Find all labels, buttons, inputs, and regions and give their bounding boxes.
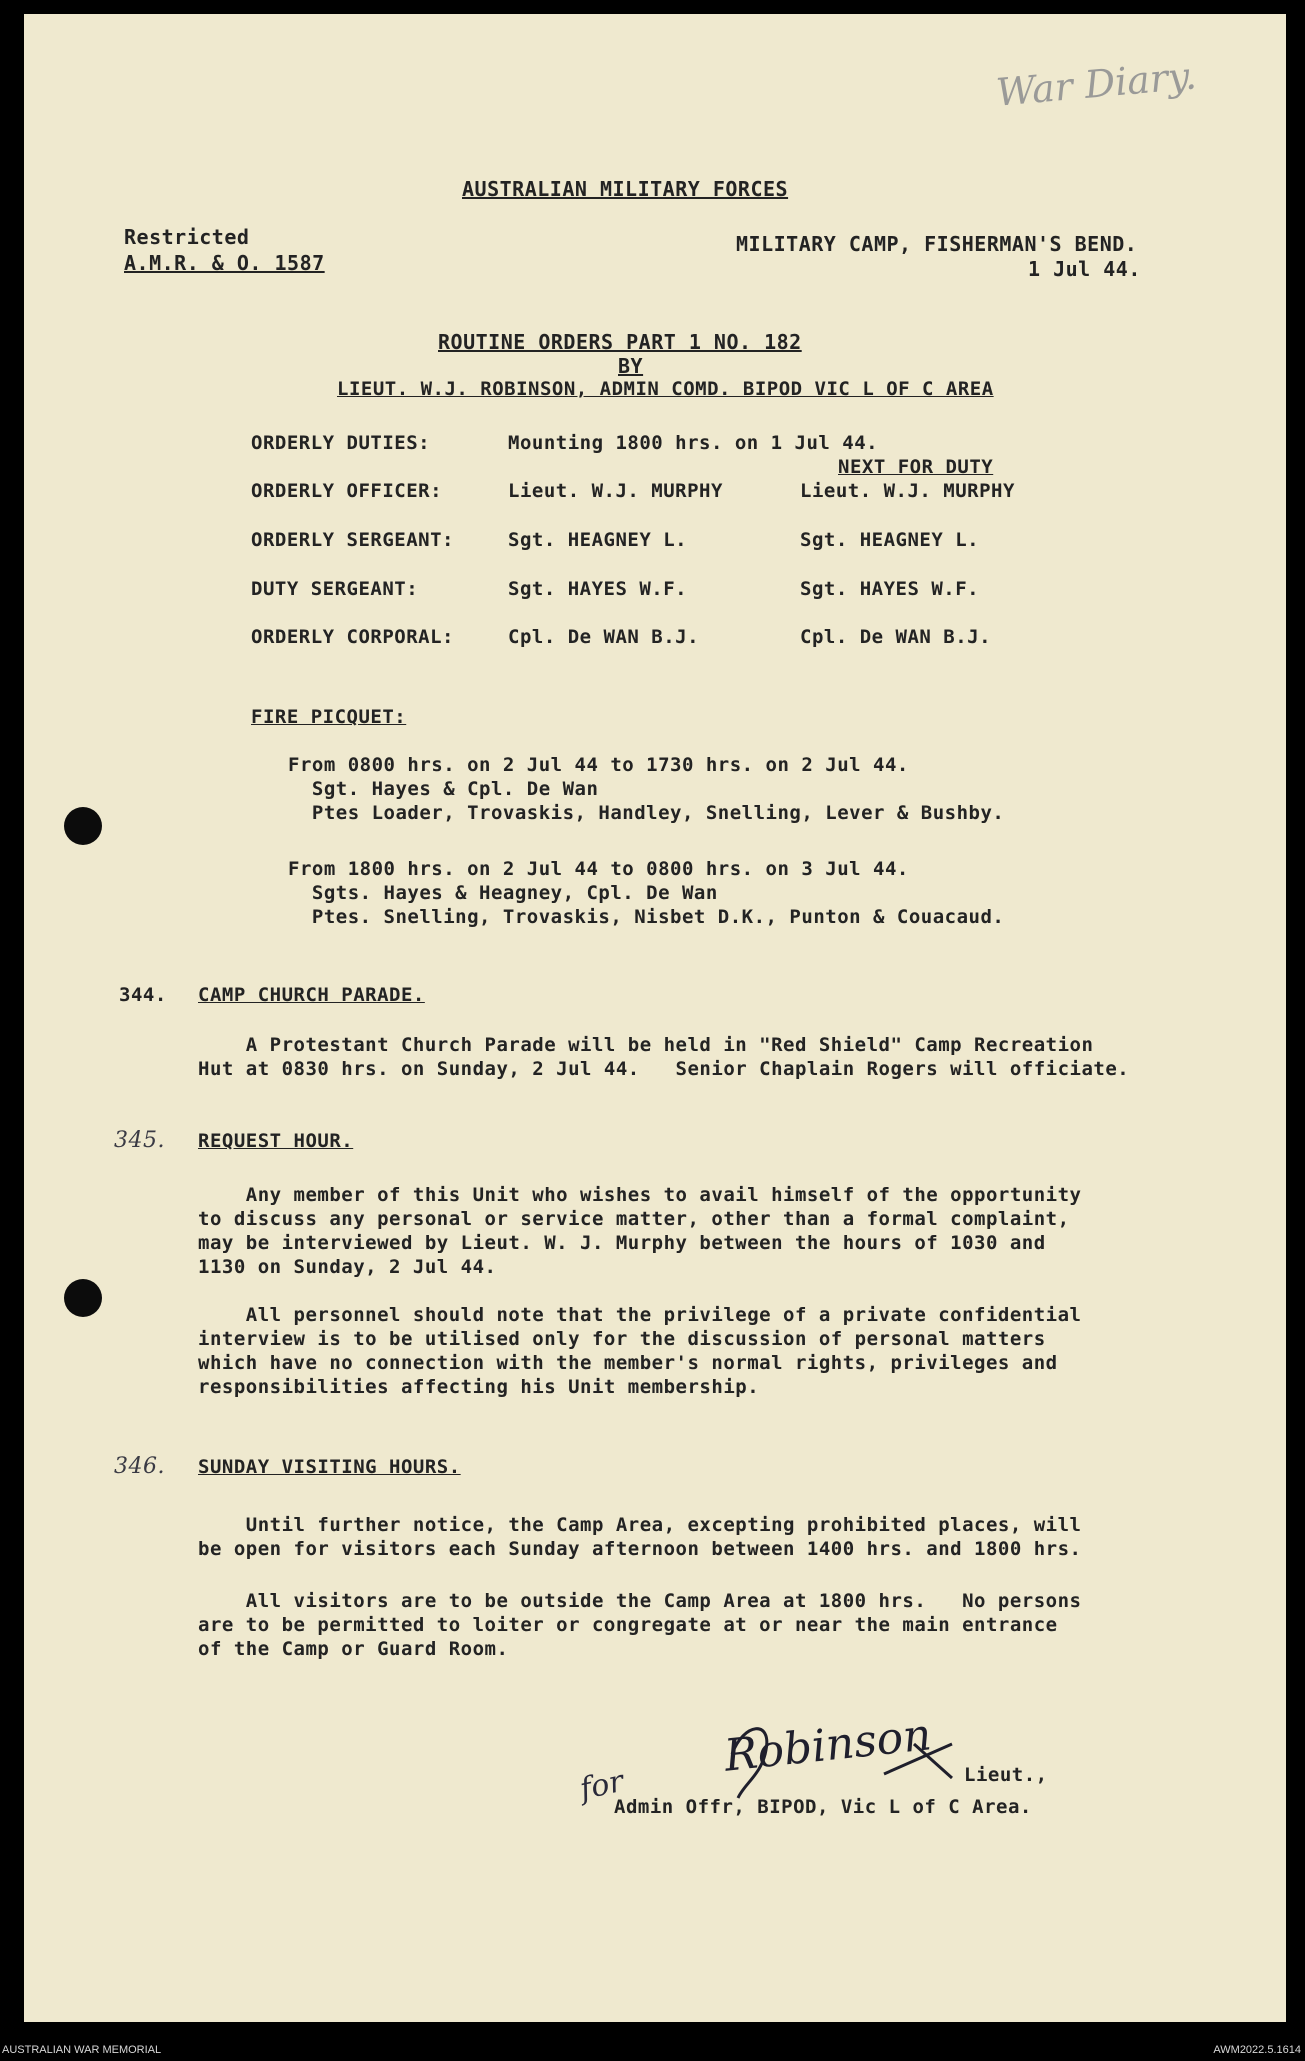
paragraph-line: interview is to be utilised only for the discussion of personal matters [198,1328,1046,1350]
footer-right: AWM2022.5.1614 [1213,2044,1301,2056]
paragraph-line: Any member of this Unit who wishes to avail himself of the opportunity [198,1184,1082,1206]
duty-role: ORDERLY CORPORAL: [251,626,454,648]
paragraph-line: may be interviewed by Lieut. W. J. Murphy between the hours of 1030 and [198,1232,1046,1254]
paragraph-line: All visitors are to be outside the Camp Area at 1800 hrs. No persons [198,1590,1082,1612]
section-heading: SUNDAY VISITING HOURS. [198,1456,461,1478]
fire-picquet-heading: FIRE PICQUET: [251,706,407,728]
paragraph-line: All personnel should note that the privilege of a private confidential [198,1304,1082,1326]
duty-next: Cpl. De WAN B.J. [800,626,992,648]
paragraph-line: be open for visitors each Sunday afternoon between 1400 hrs. and 1800 hrs. [198,1538,1082,1560]
duty-next: Lieut. W.J. MURPHY [800,480,1015,502]
duty-role: ORDERLY OFFICER: [251,480,443,502]
reference: A.M.R. & O. 1587 [124,251,325,275]
paragraph-line: Until further notice, the Camp Area, excepting prohibited places, will [198,1514,1082,1536]
paragraph-line: are to be permitted to loiter or congregate at or near the main entrance [198,1614,1058,1636]
fire-picquet-line: From 0800 hrs. on 2 Jul 44 to 1730 hrs. on 2 Jul 44. [288,754,909,776]
paragraph-line: Hut at 0830 hrs. on Sunday, 2 Jul 44. Senior Chaplain Rogers will officiate. [198,1058,1130,1080]
signature-title: Admin Offr, BIPOD, Vic L of C Area. [614,1796,1032,1818]
signature-flourish [714,1714,974,1804]
paragraph-line: 1130 on Sunday, 2 Jul 44. [198,1256,497,1278]
section-number: 346. [114,1454,165,1479]
duty-role: ORDERLY SERGEANT: [251,529,454,551]
fire-picquet-line: Ptes. Snelling, Trovaskis, Nisbet D.K., Punton & Couacaud. [288,906,1005,928]
paragraph-line: responsibilities affecting his Unit membership. [198,1376,760,1398]
duty-current: Cpl. De WAN B.J. [508,626,700,648]
war-diary-annotation: War Diary. [994,53,1199,115]
punch-hole-bottom [64,1279,102,1317]
orders-issuer: LIEUT. W.J. ROBINSON, ADMIN COMD. BIPOD VIC L OF C AREA [337,378,994,400]
orderly-duties-value: Mounting 1800 hrs. on 1 Jul 44. [508,432,879,454]
orders-title: ROUTINE ORDERS PART 1 NO. 182 [438,330,802,354]
date: 1 Jul 44. [1028,257,1141,281]
paragraph-line: to discuss any personal or service matter, other than a formal complaint, [198,1208,1070,1230]
fire-picquet-line: Sgt. Hayes & Cpl. De Wan [288,778,599,800]
section-number: 345. [114,1128,165,1153]
footer-left: AUSTRALIAN WAR MEMORIAL [2,2044,162,2056]
document-page [24,14,1286,2022]
duty-current: Lieut. W.J. MURPHY [508,480,723,502]
document-title: AUSTRALIAN MILITARY FORCES [462,177,789,201]
section-heading: CAMP CHURCH PARADE. [198,984,425,1006]
paragraph-line: A Protestant Church Parade will be held in "Red Shield" Camp Recreation [198,1034,1094,1056]
duty-next: Sgt. HAYES W.F. [800,578,980,600]
duty-current: Sgt. HEAGNEY L. [508,529,688,551]
orderly-duties-label: ORDERLY DUTIES: [251,432,431,454]
fire-picquet-line: Sgts. Hayes & Heagney, Cpl. De Wan [288,882,718,904]
signature-rank: Lieut., [964,1764,1048,1786]
punch-hole-top [64,807,102,845]
next-for-duty-heading: NEXT FOR DUTY [838,456,994,478]
signature: Robinson [721,1709,934,1782]
classification: Restricted [124,225,250,249]
duty-next: Sgt. HEAGNEY L. [800,529,980,551]
section-number: 344. [119,984,167,1006]
fire-picquet-line: Ptes Loader, Trovaskis, Handley, Snelling, Lever & Bushby. [288,802,1005,824]
paragraph-line: of the Camp or Guard Room. [198,1638,509,1660]
signature-for: for [576,1763,627,1808]
duty-role: DUTY SERGEANT: [251,578,419,600]
section-heading: REQUEST HOUR. [198,1130,354,1152]
fire-picquet-line: From 1800 hrs. on 2 Jul 44 to 0800 hrs. on 3 Jul 44. [288,858,909,880]
orders-by: BY [618,354,644,378]
duty-current: Sgt. HAYES W.F. [508,578,688,600]
paragraph-line: which have no connection with the member's normal rights, privileges and [198,1352,1058,1374]
location: MILITARY CAMP, FISHERMAN'S BEND. [736,232,1138,256]
